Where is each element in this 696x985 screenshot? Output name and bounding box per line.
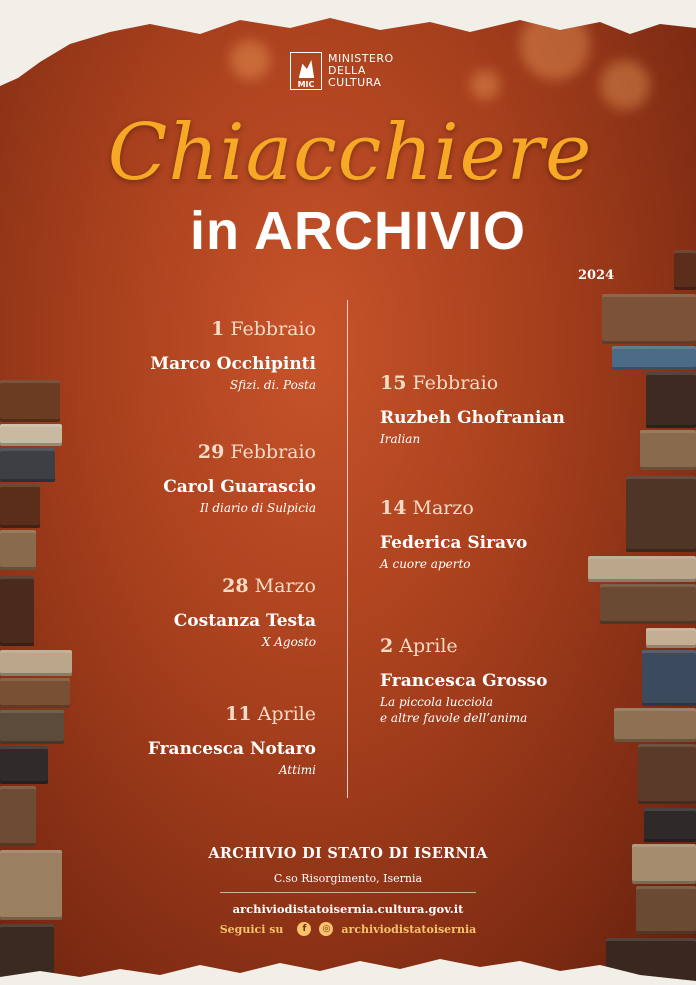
event-speaker: Marco Occhipinti (150, 354, 316, 374)
event-right (380, 372, 620, 447)
social-handle[interactable]: archiviodistatoisernia (341, 922, 477, 936)
event-date: 14 Marzo (380, 497, 474, 519)
event-title: A cuore aperto (380, 557, 471, 571)
title-in: in (190, 201, 240, 261)
book (646, 628, 696, 648)
event-left (56, 318, 316, 393)
event-speaker: Carol Guarascio (163, 477, 316, 497)
event-title-line-2: e altre favole dell’anima (380, 711, 528, 725)
column-divider (347, 300, 348, 798)
event-right (380, 635, 620, 726)
logo-line-1: MINISTERO (328, 52, 394, 65)
title-archivio: ARCHIVIO (254, 201, 527, 261)
book (600, 584, 696, 624)
logo-line-2: DELLA (328, 64, 366, 77)
year-label: 2024 (578, 268, 615, 283)
event-speaker: Francesca Notaro (147, 739, 316, 759)
event-title: La piccola lucciola (380, 695, 493, 709)
logo-text (328, 53, 394, 89)
website-link[interactable]: archiviodistatoisernia.cultura.gov.it (232, 902, 464, 916)
event-title: Attimi (278, 763, 316, 777)
book (0, 786, 36, 846)
book (0, 710, 64, 744)
book (626, 476, 696, 552)
logo-line-3: CULTURA (328, 76, 382, 89)
book (674, 250, 696, 290)
archive-name: ARCHIVIO DI STATO DI ISERNIA (208, 845, 488, 862)
event-date: 15 Febbraio (380, 372, 499, 394)
book (638, 744, 696, 804)
book (602, 294, 696, 344)
event-speaker: Federica Siravo (380, 533, 528, 553)
torn-paper-bottom (0, 922, 696, 985)
book (0, 448, 55, 482)
follow-label: Seguici su (219, 922, 284, 936)
book (0, 530, 36, 570)
event-speaker: Francesca Grosso (380, 671, 548, 691)
event-right (380, 497, 620, 572)
event-left (56, 441, 316, 516)
main-title (190, 200, 526, 262)
book (0, 650, 72, 676)
event-title: Sfizi. di. Posta (229, 378, 316, 392)
book (0, 746, 48, 784)
event-date: 29 Febbraio (197, 441, 316, 463)
facebook-icon[interactable]: f (297, 922, 311, 936)
event-title: Il diario di Sulpicia (199, 501, 316, 515)
event-left (56, 575, 316, 650)
book (614, 708, 696, 742)
book (0, 576, 34, 646)
logo-mark-text: MIC (297, 80, 315, 89)
book (640, 430, 696, 470)
archive-address: C.so Risorgimento, Isernia (273, 872, 423, 885)
book (0, 380, 60, 422)
event-title: Iralian (380, 432, 421, 446)
book (646, 372, 696, 428)
book (642, 650, 696, 706)
ministero-logo (290, 52, 394, 90)
book (0, 484, 40, 528)
book (612, 346, 696, 370)
event-date: 1 Febbraio (211, 318, 316, 340)
book (0, 424, 62, 446)
event-speaker: Ruzbeh Ghofranian (380, 408, 565, 428)
script-title: Chiacchiere (107, 108, 593, 198)
event-title: X Agosto (261, 635, 316, 649)
event-left (56, 703, 316, 778)
ministero-emblem-icon (290, 52, 322, 90)
book (644, 808, 696, 842)
event-date: 2 Aprile (380, 635, 458, 657)
footer-divider (220, 892, 476, 893)
instagram-icon[interactable]: ◎ (319, 922, 333, 936)
event-date: 28 Marzo (222, 575, 316, 597)
event-date: 11 Aprile (225, 703, 316, 725)
event-speaker: Costanza Testa (173, 611, 316, 631)
